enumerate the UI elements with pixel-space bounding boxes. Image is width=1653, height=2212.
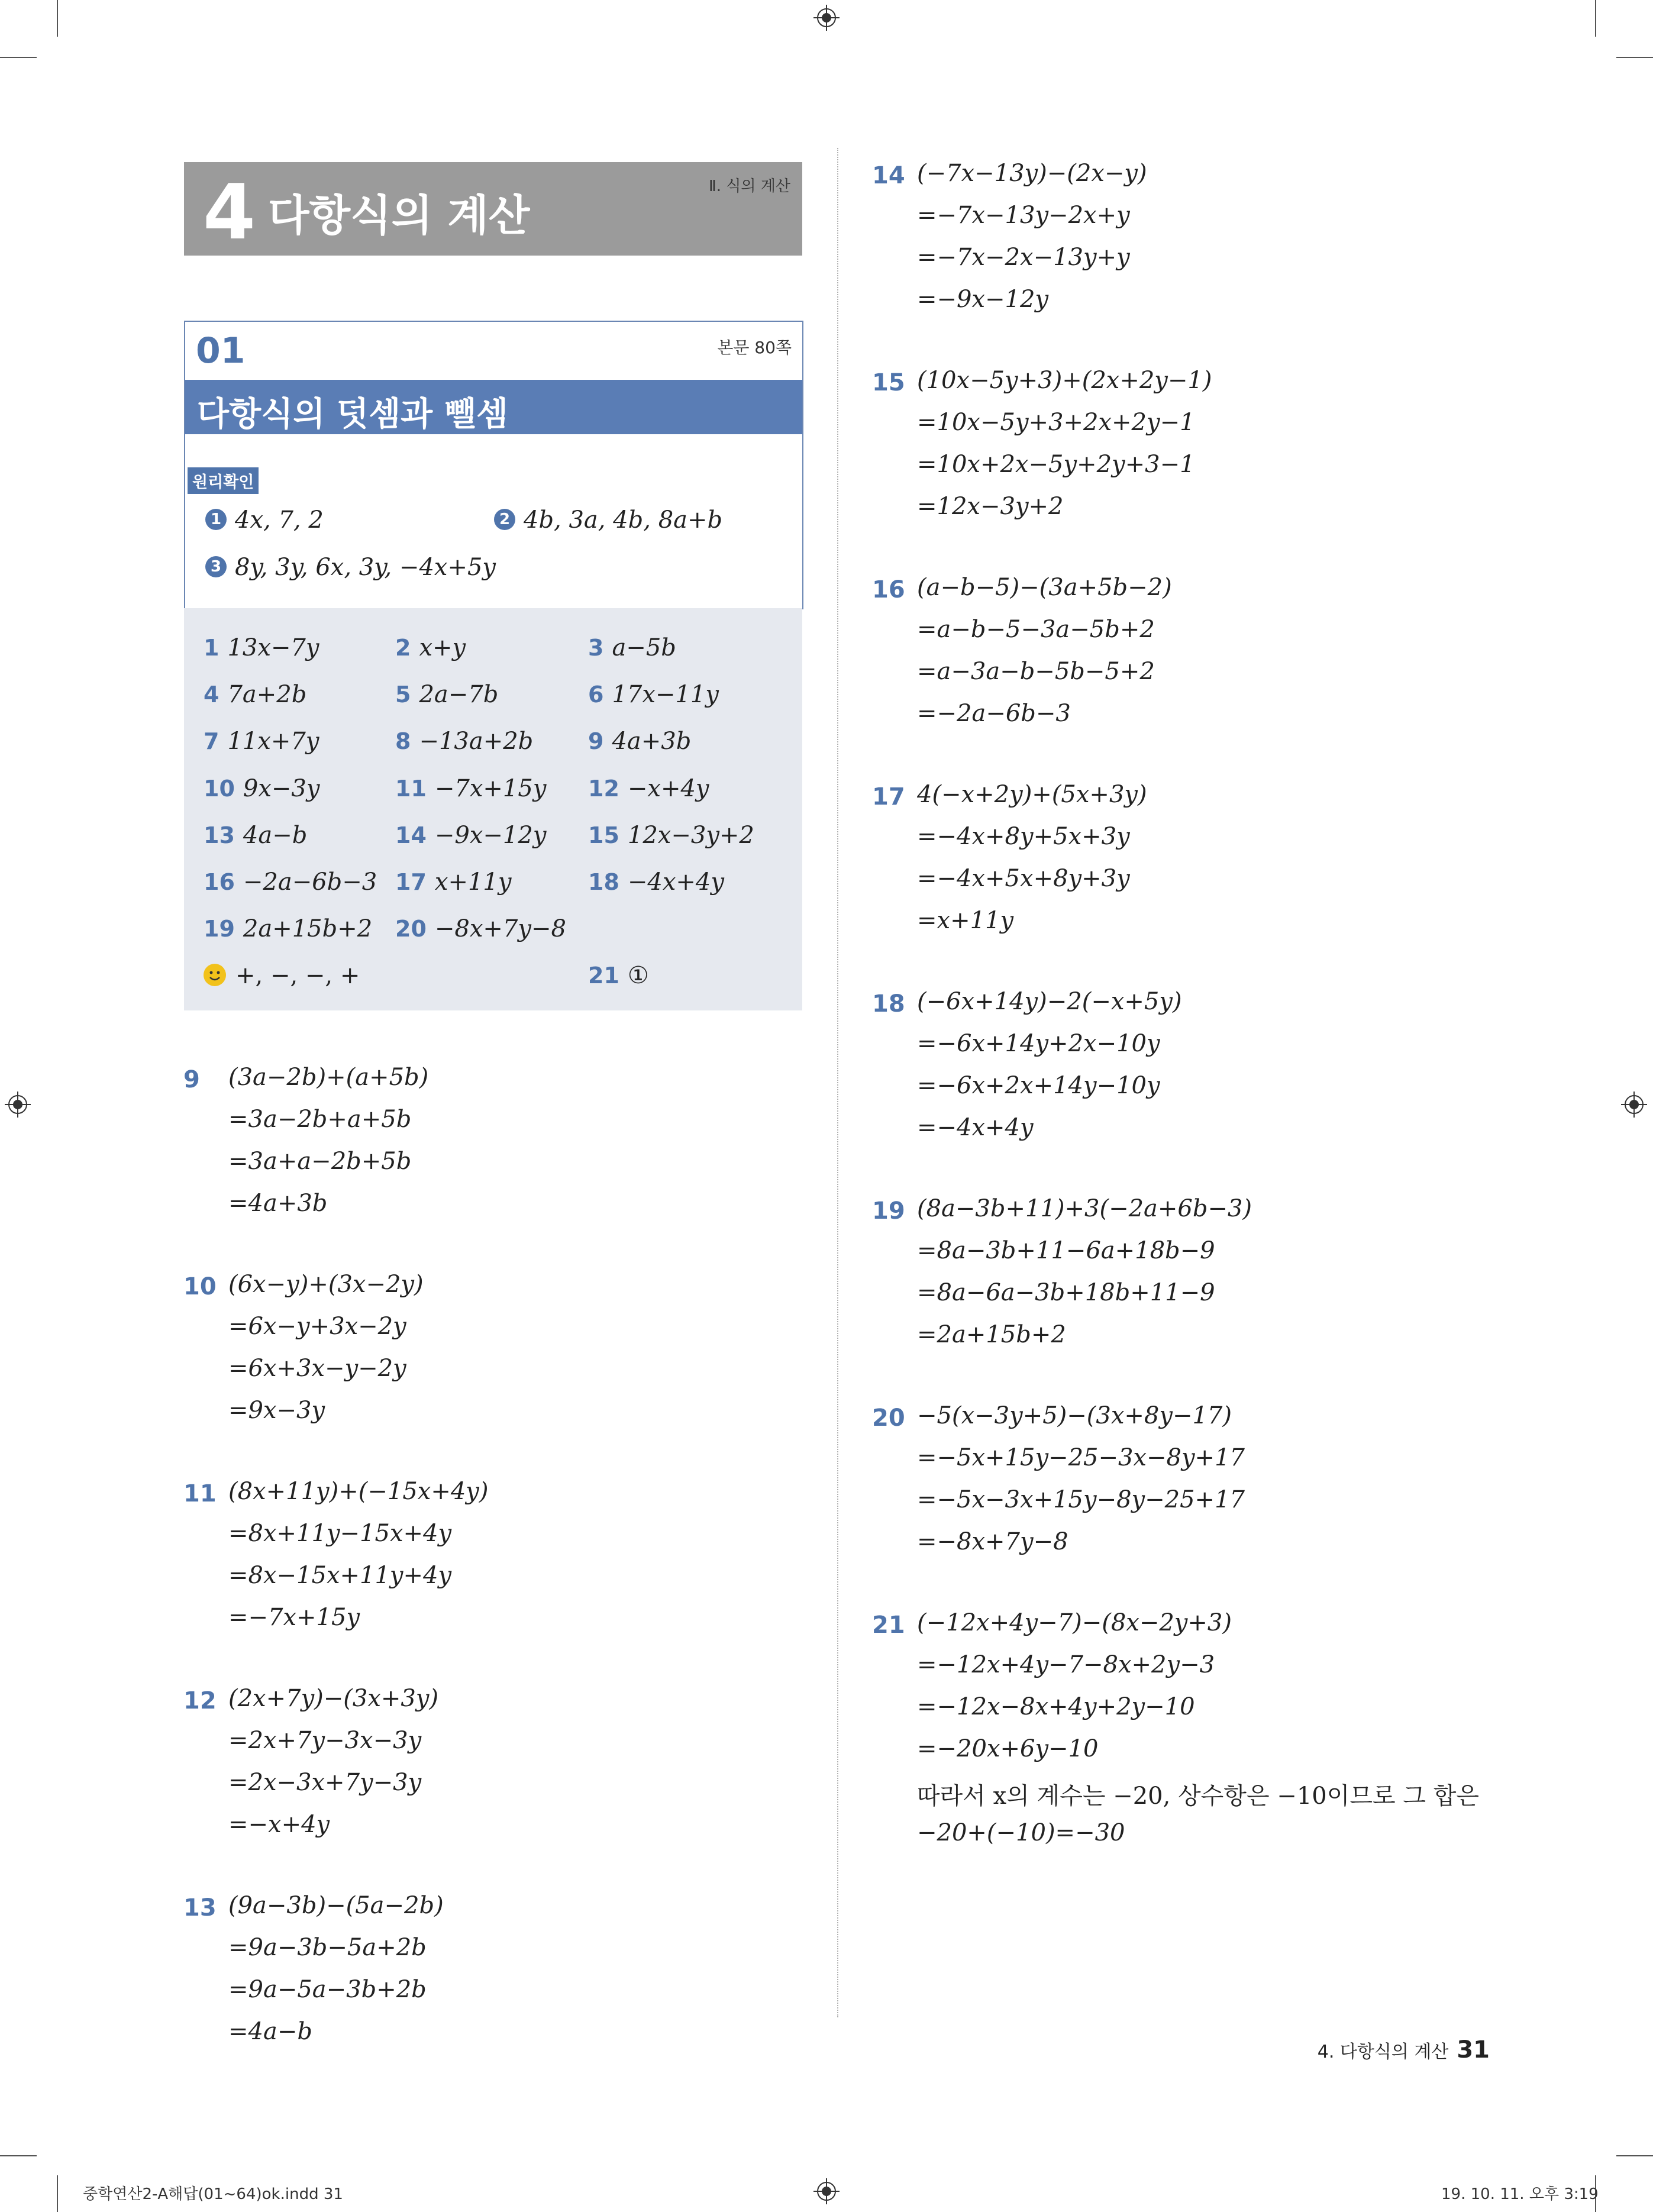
solution-step: =−7x−2x−13y+y (917, 244, 1130, 271)
solution-expression: (6x−y)+(3x−2y) (228, 1271, 424, 1298)
answer-number: 11 (395, 776, 427, 802)
answer-item (204, 775, 319, 802)
solution-step: =−4x+8y+5x+3y (917, 823, 1130, 850)
footer-label: 4. 다항식의 계산 (1317, 2042, 1449, 2062)
section-title-bar (185, 380, 802, 434)
answer-number: 15 (588, 822, 619, 848)
answer-number: 17 (395, 869, 427, 895)
solution-step: =4a−b (228, 2018, 312, 2045)
answer-number: 4 (204, 682, 219, 708)
solution-expression: (3a−2b)+(a+5b) (228, 1064, 429, 1091)
registration-mark-icon (813, 2178, 840, 2204)
solution-step: =10x+2x−5y+2y+3−1 (917, 451, 1195, 478)
solution-expression: (8a−3b+11)+3(−2a+6b−3) (917, 1195, 1252, 1222)
solution-step: =3a+a−2b+5b (228, 1148, 412, 1175)
answer-number: 1 (204, 635, 219, 661)
answer-number: 12 (588, 776, 619, 802)
answer-item (588, 868, 724, 896)
solution-step: =8a−6a−3b+18b+11−9 (917, 1279, 1215, 1306)
solution-step: =−x+4y (228, 1811, 330, 1838)
solution-number: 9 (183, 1066, 200, 1093)
solution-step: =2x−3x+7y−3y (228, 1769, 422, 1796)
answer-item (588, 962, 649, 989)
answer-value: 9x−3y (243, 775, 320, 802)
solution-step: =10x−5y+3+2x+2y−1 (917, 409, 1195, 436)
answer-item (204, 822, 307, 849)
section-number: 01 (196, 330, 246, 372)
marker-icon: 2 (494, 509, 515, 530)
principle-item: 2 4b, 3a, 4b, 8a+b (494, 506, 722, 534)
solution-step: =−12x+4y−7−8x+2y−3 (917, 1651, 1215, 1678)
principle-tag: 원리확인 (188, 467, 259, 494)
answer-box (184, 608, 802, 1010)
solution-step: −20+(−10)=−30 (917, 1819, 1125, 1846)
solution-expression: (−7x−13y)−(2x−y) (917, 160, 1147, 187)
answer-item (588, 822, 754, 849)
slug-file: 중학연산2-A해답(01~64)ok.indd 31 (83, 2185, 343, 2203)
solution-expression: 4(−x+2y)+(5x+3y) (917, 781, 1147, 808)
crop-mark (1616, 2155, 1653, 2156)
answer-item (204, 915, 372, 942)
solution-step: =12x−3y+2 (917, 493, 1064, 520)
answer-value: 7a+2b (227, 681, 307, 708)
solution-step: =−5x+15y−25−3x−8y+17 (917, 1444, 1245, 1471)
section-box (184, 321, 803, 609)
answer-value: −2a−6b−3 (243, 868, 377, 896)
answer-value: 12x−3y+2 (627, 822, 754, 849)
solution-step: =2a+15b+2 (917, 1321, 1066, 1348)
answer-number: 16 (204, 869, 235, 895)
answer-value: x+y (419, 634, 466, 661)
solution-step: =6x+3x−y−2y (228, 1355, 406, 1382)
solution-number: 21 (872, 1612, 905, 1639)
solution-step: =−4x+4y (917, 1114, 1034, 1141)
answer-item (395, 775, 546, 802)
solution-number: 18 (872, 990, 905, 1018)
page-number: 31 (1457, 2036, 1490, 2064)
answer-value: 2a−7b (419, 681, 499, 708)
solution-number: 10 (183, 1273, 217, 1300)
chapter-title: 다항식의 계산 (268, 190, 530, 240)
solution-number: 17 (872, 783, 905, 810)
solution-step: =−12x−8x+4y+2y−10 (917, 1693, 1195, 1720)
section-title: 다항식의 덧셈과 뺄셈 (197, 395, 508, 434)
solution-step: =8a−3b+11−6a+18b−9 (917, 1237, 1215, 1264)
solution-step: =9a−3b−5a+2b (228, 1934, 427, 1961)
answer-number: 19 (204, 916, 235, 942)
smiley-icon (204, 964, 226, 986)
solution-expression: (2x+7y)−(3x+3y) (228, 1685, 439, 1712)
answer-value: −13a+2b (419, 728, 534, 755)
answer-item (395, 681, 498, 708)
solution-step: =−7x+15y (228, 1604, 360, 1631)
principle-item: 1 4x, 7, 2 (205, 506, 324, 534)
answer-value: 4a−b (243, 822, 308, 849)
answer-value: 4a+3b (612, 728, 692, 755)
answer-item (588, 634, 676, 661)
answer-item (588, 775, 709, 802)
solution-step: =−4x+5x+8y+3y (917, 865, 1130, 892)
answer-item (204, 962, 360, 989)
crop-mark (0, 2155, 37, 2156)
answer-value: 11x+7y (227, 728, 319, 755)
answer-number: 20 (395, 916, 427, 942)
solution-number: 16 (872, 576, 905, 603)
answer-value: −7x+15y (434, 775, 547, 802)
chapter-number: 4 (203, 169, 256, 257)
solution-step: =−5x−3x+15y−8y−25+17 (917, 1486, 1245, 1513)
answer-number: 7 (204, 728, 219, 754)
section-page-ref: 본문 80쪽 (717, 338, 792, 357)
principle-item: 3 8y, 3y, 6x, 3y, −4x+5y (205, 554, 496, 581)
crop-mark (1616, 57, 1653, 58)
answer-item (588, 728, 691, 755)
answer-item (395, 915, 566, 942)
solution-step: =−6x+14y+2x−10y (917, 1030, 1160, 1057)
solution-step: =8x+11y−15x+4y (228, 1520, 452, 1547)
solution-step: =4a+3b (228, 1190, 328, 1217)
answer-number: 18 (588, 869, 619, 895)
solution-step: =−7x−13y−2x+y (917, 202, 1130, 229)
answer-value: 17x−11y (612, 681, 719, 708)
page-footer (1318, 2036, 1490, 2064)
answer-value: 2a+15b+2 (243, 915, 373, 942)
answer-number: 3 (588, 635, 604, 661)
marker-icon: 3 (205, 556, 227, 577)
solution-expression: (9a−3b)−(5a−2b) (228, 1892, 444, 1919)
answer-number: 5 (395, 682, 411, 708)
answer-value: +, −, −, + (235, 962, 360, 989)
solution-number: 20 (872, 1404, 905, 1432)
solution-step: =−20x+6y−10 (917, 1735, 1099, 1762)
crop-mark (57, 0, 58, 37)
answer-number: 13 (204, 822, 235, 848)
answer-item (395, 822, 546, 849)
answer-number: 9 (588, 728, 604, 754)
solution-step: =9x−3y (228, 1397, 325, 1424)
solution-step: =9a−5a−3b+2b (228, 1976, 427, 2003)
registration-mark-icon (1621, 1092, 1647, 1118)
solution-step: =−6x+2x+14y−10y (917, 1072, 1160, 1099)
crop-mark (0, 57, 37, 58)
solution-step: =2x+7y−3x−3y (228, 1727, 422, 1754)
chapter-part: Ⅱ. 식의 계산 (708, 177, 790, 195)
answer-item (204, 681, 306, 708)
solution-step: =8x−15x+11y+4y (228, 1562, 452, 1589)
crop-mark (1595, 0, 1596, 37)
answer-value: −x+4y (627, 775, 709, 802)
registration-mark-icon (813, 5, 840, 31)
solution-step: =x+11y (917, 907, 1014, 934)
answer-item (204, 634, 319, 661)
solution-number: 15 (872, 369, 905, 396)
answer-item (395, 728, 533, 755)
answer-value: a−5b (612, 634, 676, 661)
answer-item (204, 868, 377, 896)
solution-step: =6x−y+3x−2y (228, 1313, 406, 1340)
solution-expression: (−12x+4y−7)−(8x−2y+3) (917, 1609, 1232, 1636)
answer-number: 10 (204, 776, 235, 802)
answer-number: 2 (395, 635, 411, 661)
solution-step: =3a−2b+a+5b (228, 1106, 412, 1133)
chapter-header (184, 162, 802, 256)
solution-step: =−9x−12y (917, 286, 1049, 313)
answer-item (588, 681, 719, 708)
crop-mark (57, 2175, 58, 2212)
marker-icon: 1 (205, 509, 227, 530)
solution-step: 따라서 x의 계수는 −20, 상수항은 −10이므로 그 합은 (917, 1782, 1479, 1810)
answer-value: −9x−12y (434, 822, 547, 849)
answer-item (204, 728, 319, 755)
answer-value: −4x+4y (627, 868, 724, 896)
answer-item (395, 868, 511, 896)
answer-value: 13x−7y (227, 634, 319, 661)
solution-step: =−8x+7y−8 (917, 1528, 1068, 1555)
solution-number: 14 (872, 162, 905, 189)
answer-number: 6 (588, 682, 604, 708)
solution-expression: (10x−5y+3)+(2x+2y−1) (917, 367, 1212, 394)
registration-mark-icon (5, 1092, 31, 1118)
answer-number: 21 (588, 963, 619, 989)
column-divider (837, 148, 838, 2017)
solution-step: =a−3a−b−5b−5+2 (917, 658, 1155, 685)
answer-value: ① (627, 962, 649, 989)
solution-expression: −5(x−3y+5)−(3x+8y−17) (917, 1402, 1232, 1429)
solution-expression: (a−b−5)−(3a+5b−2) (917, 574, 1172, 601)
solution-expression: (−6x+14y)−2(−x+5y) (917, 988, 1182, 1015)
answer-item (395, 634, 466, 661)
answer-value: x+11y (434, 868, 512, 896)
answer-number: 14 (395, 822, 427, 848)
solution-number: 13 (183, 1894, 217, 1922)
solution-expression: (8x+11y)+(−15x+4y) (228, 1478, 489, 1505)
solution-step: =a−b−5−3a−5b+2 (917, 616, 1155, 643)
solution-number: 11 (183, 1480, 217, 1507)
solution-number: 12 (183, 1687, 217, 1714)
answer-value: −8x+7y−8 (434, 915, 566, 942)
answer-number: 8 (395, 728, 411, 754)
solution-number: 19 (872, 1197, 905, 1225)
solution-step: =−2a−6b−3 (917, 700, 1071, 727)
slug-date: 19. 10. 11. 오후 3:19 (1441, 2185, 1599, 2203)
